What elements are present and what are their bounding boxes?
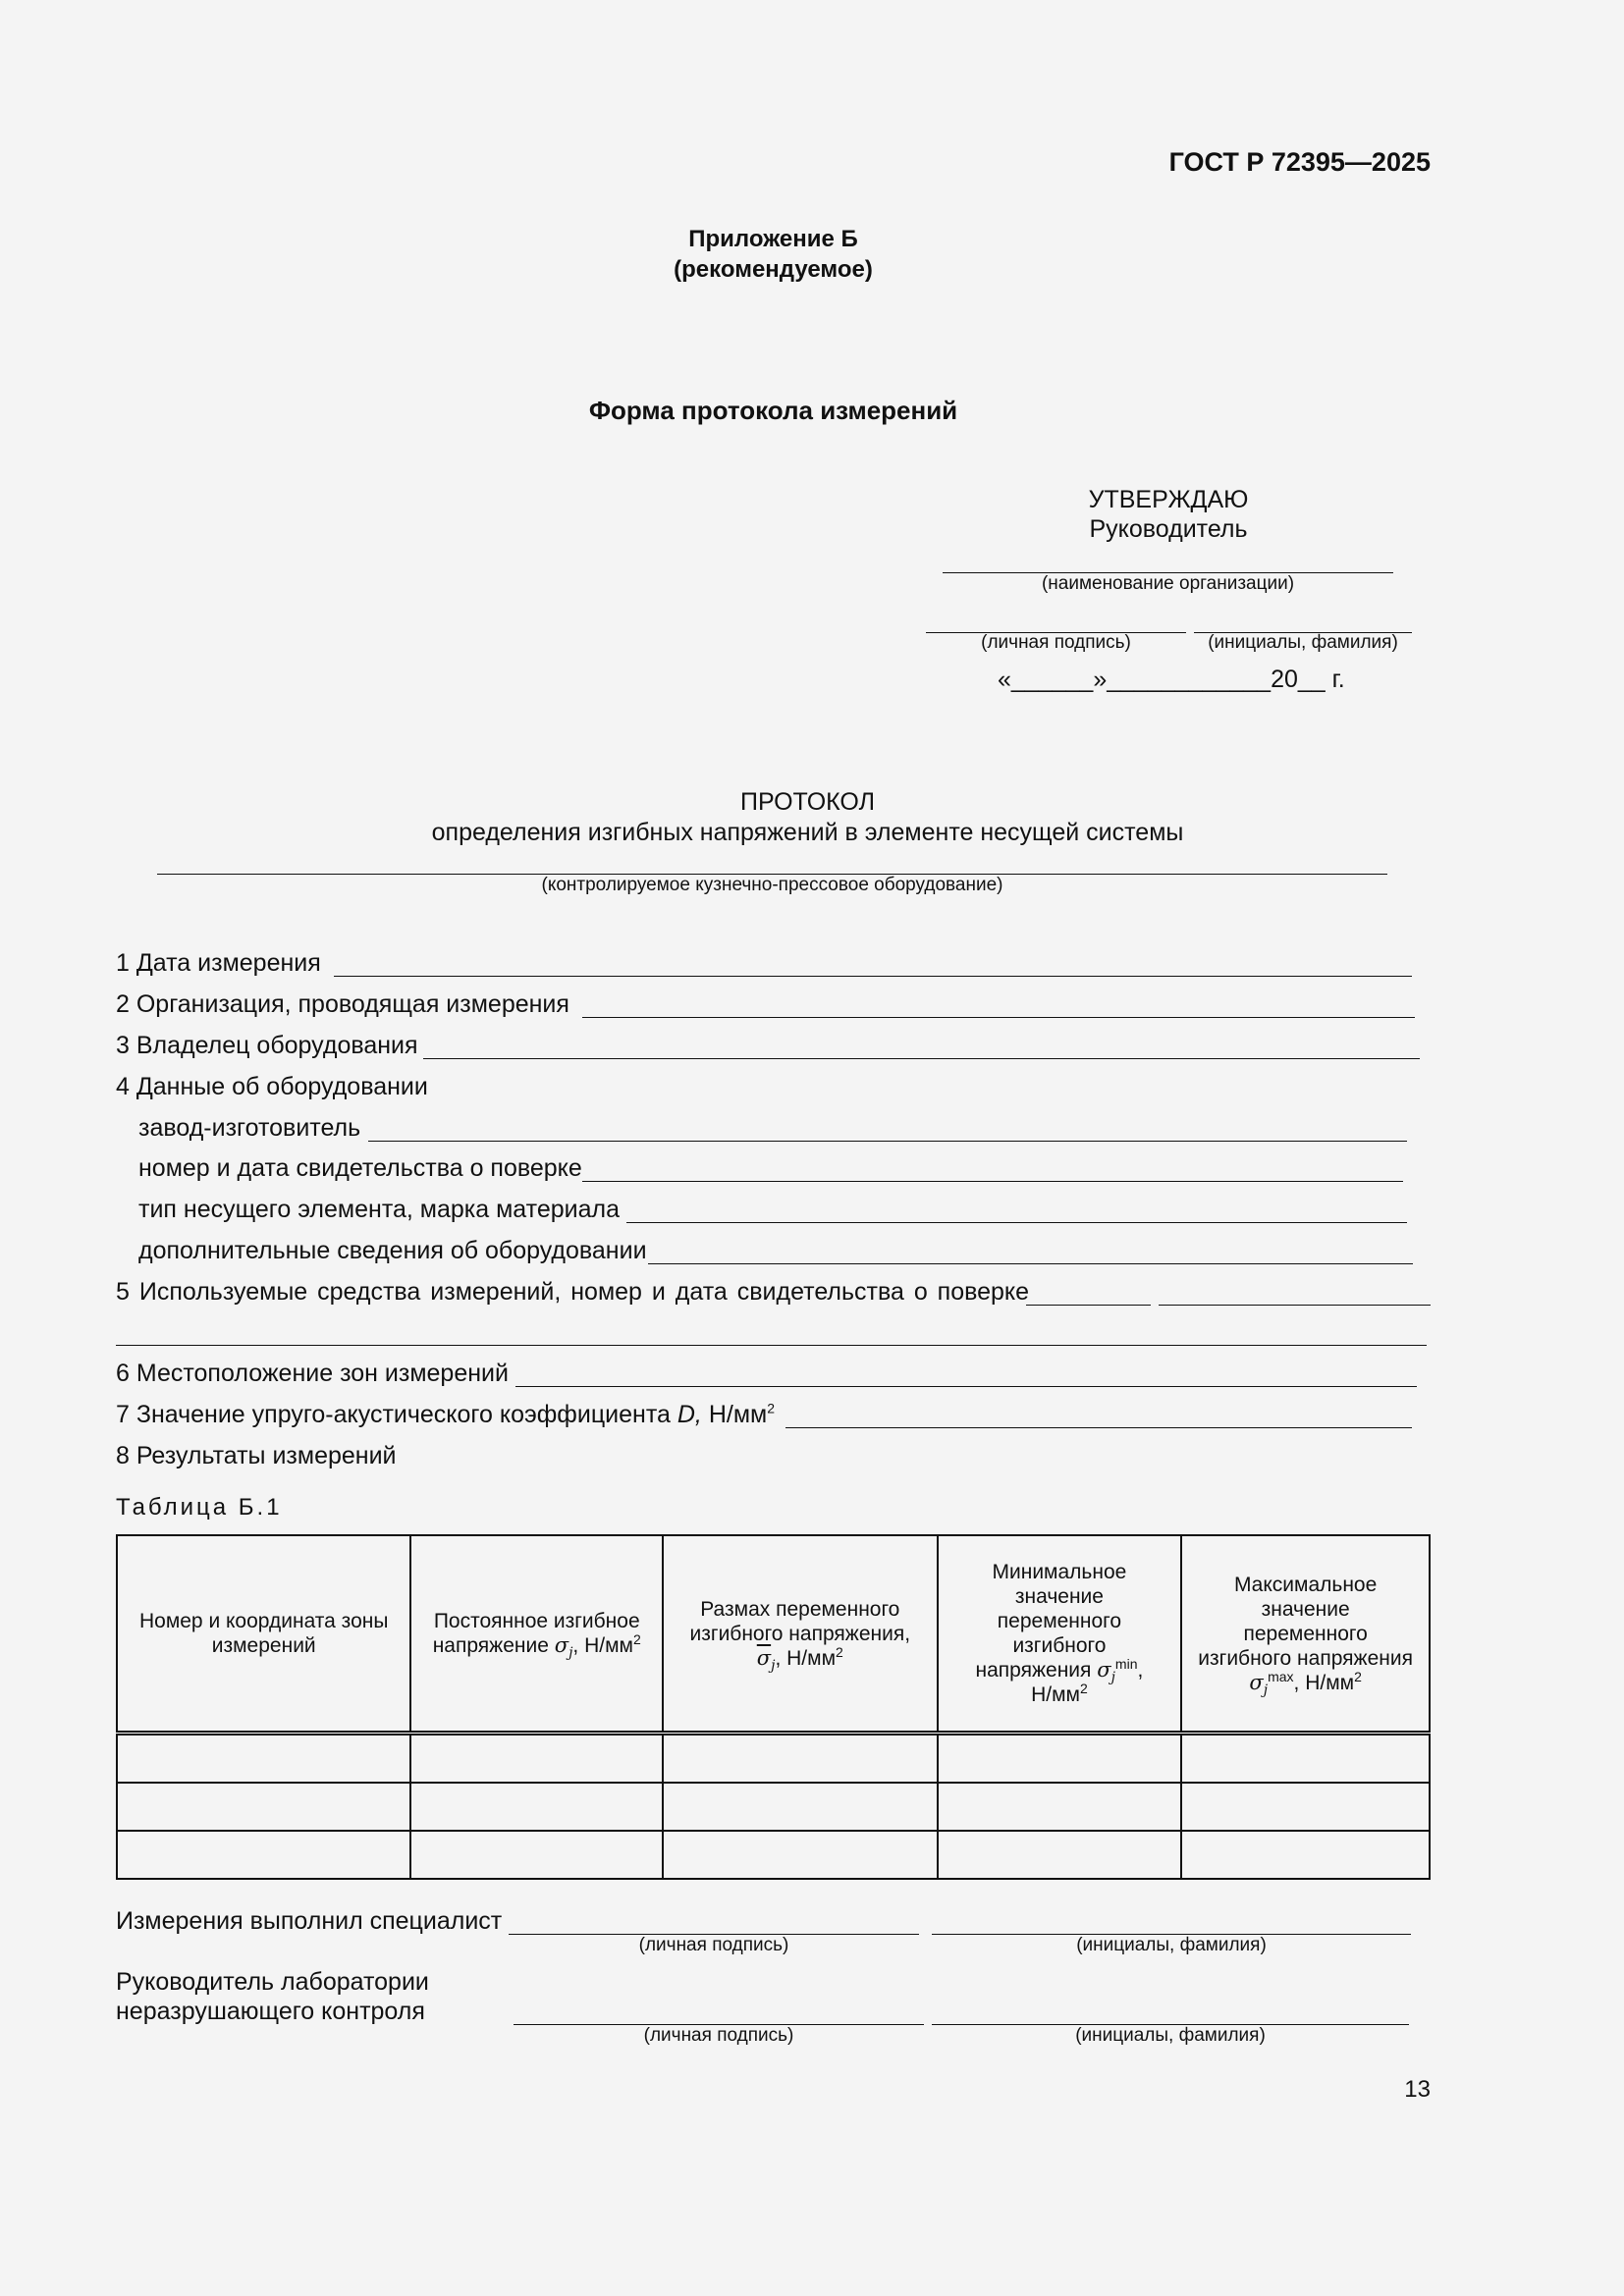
table-cell[interactable]: [410, 1831, 663, 1879]
table-header-row: [117, 1535, 1430, 1734]
item-6-line: [515, 1386, 1417, 1387]
table-cell[interactable]: [1181, 1734, 1430, 1784]
item-3-line: [423, 1058, 1420, 1059]
form-title: Форма протокола измерений: [588, 396, 958, 425]
table-row: [117, 1783, 1430, 1831]
col-min-stress: Минимальное значение переменного изгибного напряжения $\sigma_j^{min}$, $Н/мм^2$: [938, 1535, 1182, 1734]
performer-name-caption: (инициалы, фамилия): [1076, 1935, 1267, 1955]
col-max-stress: Максимальное значение переменного изгибного напряжения $\sigma_j^{max}$, $Н/мм^2$: [1181, 1535, 1430, 1734]
table-cell[interactable]: [1181, 1831, 1430, 1879]
table-cell[interactable]: [1181, 1783, 1430, 1831]
approve-sign-caption: (личная подпись): [981, 632, 1131, 653]
item-7-line: [785, 1427, 1412, 1428]
approval-date: «______»____________20__ г.: [998, 666, 1345, 693]
table-cell[interactable]: [938, 1831, 1182, 1879]
table-cell[interactable]: [663, 1734, 938, 1784]
col-stress-range: Размах переменного изгибного напряжения, $\overline{\sigma}_j$, $Н/мм^2$: [663, 1535, 938, 1734]
appendix-title: Приложение Б: [688, 226, 858, 252]
results-table: [116, 1534, 1431, 1880]
approve-label: УТВЕРЖДАЮ: [1088, 486, 1249, 513]
item-2: 2 Организация, проводящая измерения: [116, 990, 569, 1018]
item-7-symbol: D,: [677, 1401, 702, 1428]
protocol-subtitle: определения изгибных напряжений в элементе несущей системы: [431, 819, 1184, 846]
item-5-line-c: [116, 1345, 1427, 1346]
col-constant-stress: Постоянное изгибное напряжение $\sigma_j$, $Н/мм^2$: [410, 1535, 663, 1734]
item-4-element-type: тип несущего элемента, марка материала: [138, 1196, 620, 1223]
protocol-title: ПРОТОКОЛ: [740, 788, 875, 816]
item-5-line-a: [1026, 1305, 1151, 1306]
item-4-certificate: номер и дата свидетельства о поверке: [138, 1154, 582, 1182]
item-1-line: [334, 976, 1412, 977]
col-zone-number: Номер и координата зоны измерений: [117, 1535, 410, 1734]
item-7-unit: Н/мм: [708, 1401, 768, 1428]
item-4-certificate-line: [582, 1181, 1403, 1182]
table-cell[interactable]: [117, 1831, 410, 1879]
table-cell[interactable]: [938, 1734, 1182, 1784]
table-cell[interactable]: [117, 1783, 410, 1831]
performer-label: Измерения выполнил специалист: [116, 1907, 503, 1935]
item-4-additional: дополнительные сведения об оборудовании: [138, 1237, 647, 1264]
lab-head-name-caption: (инициалы, фамилия): [1075, 2025, 1266, 2046]
item-1: 1 Дата измерения: [116, 949, 321, 977]
approve-name-caption: (инициалы, фамилия): [1208, 632, 1398, 653]
item-7: 7 Значение упруго-акустического коэффициента D, $Н/мм^2$: [116, 1400, 775, 1428]
lab-head-sign-caption: (личная подпись): [643, 2025, 794, 2046]
item-5-line-b: [1159, 1305, 1431, 1306]
item-4: 4 Данные об оборудовании: [116, 1073, 428, 1100]
lab-head-label-1: Руководитель лаборатории: [116, 1968, 429, 1996]
appendix-type: (рекомендуемое): [674, 256, 873, 283]
table-label: Таблица Б.1: [116, 1494, 283, 1521]
table-cell[interactable]: [663, 1831, 938, 1879]
table-cell[interactable]: [410, 1783, 663, 1831]
standard-number: ГОСТ Р 72395—2025: [1168, 147, 1431, 177]
item-4-manufacturer-line: [368, 1141, 1407, 1142]
table-cell[interactable]: [663, 1783, 938, 1831]
performer-sign-caption: (личная подпись): [638, 1935, 789, 1955]
item-4-additional-line: [648, 1263, 1413, 1264]
org-caption: (наименование организации): [1041, 573, 1295, 594]
table-cell[interactable]: [117, 1734, 410, 1784]
page-number: 13: [1404, 2076, 1431, 2103]
table-cell[interactable]: [410, 1734, 663, 1784]
item-3: 3 Владелец оборудования: [116, 1032, 418, 1059]
table-row: [117, 1734, 1430, 1784]
head-label: Руководитель: [1089, 515, 1248, 543]
equipment-caption: (контролируемое кузнечно-прессовое оборудование): [541, 875, 1003, 895]
table-cell[interactable]: [938, 1783, 1182, 1831]
item-6: 6 Местоположение зон измерений: [116, 1360, 509, 1387]
item-2-line: [582, 1017, 1415, 1018]
item-8: 8 Результаты измерений: [116, 1442, 397, 1469]
item-4-manufacturer: завод-изготовитель: [138, 1114, 361, 1142]
table-row: [117, 1831, 1430, 1879]
item-5: 5 Используемые средства измерений, номер и дата свидетельства о поверке: [116, 1278, 1030, 1306]
lab-head-label-2: неразрушающего контроля: [116, 1998, 425, 2025]
item-4-element-type-line: [626, 1222, 1407, 1223]
